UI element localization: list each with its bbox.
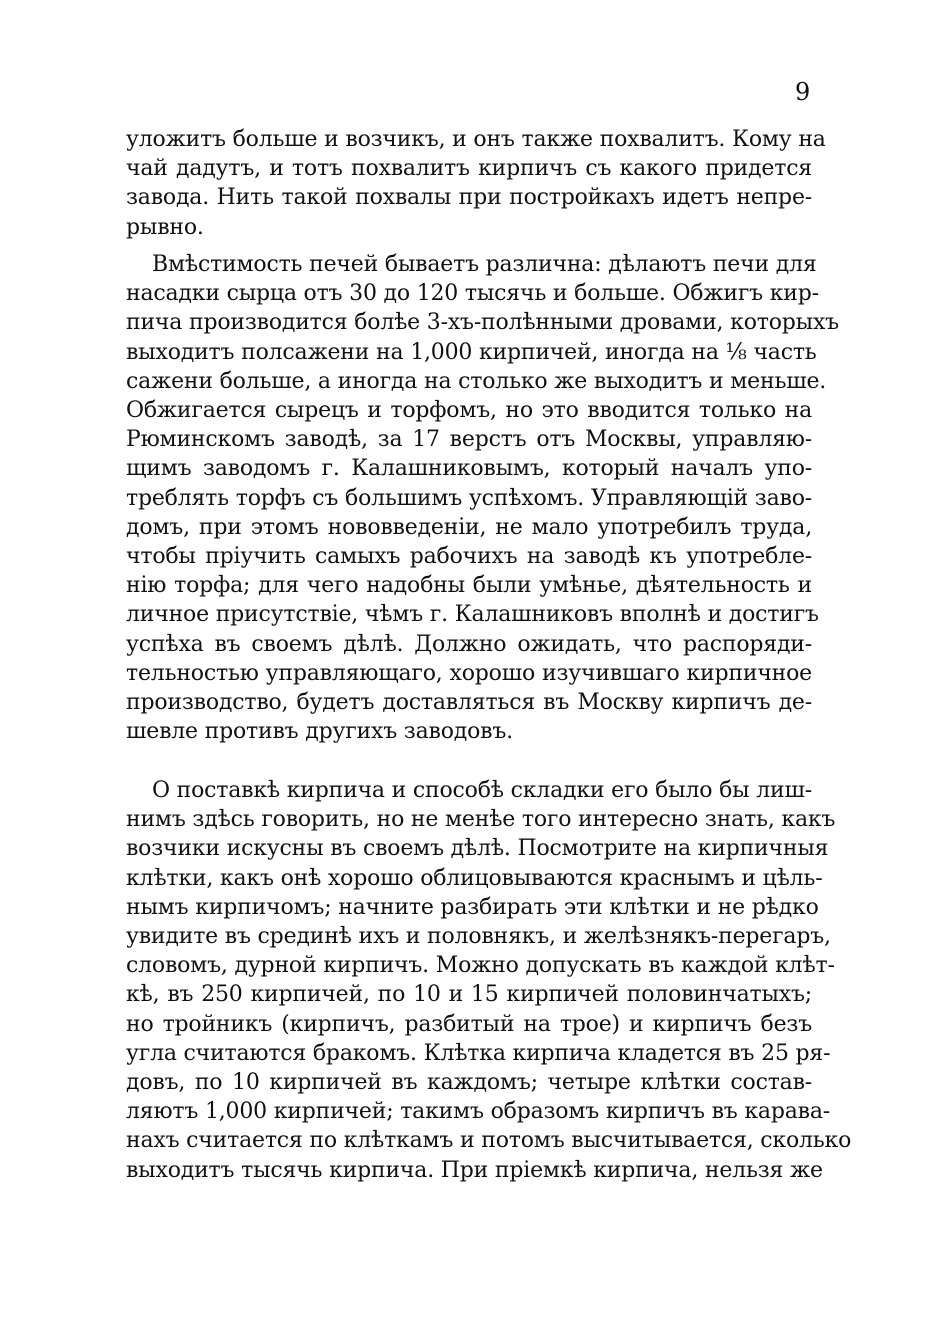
text-line: насадки сырца отъ 30 до 120 тысячь и больше. Обжигъ кир- [126, 281, 819, 307]
paragraph-3 [126, 776, 852, 1185]
text-line: нію торфа; для чего надобны были умѣнье, дѣятельность и [126, 573, 812, 599]
text-line: чтобы пріучить самыхъ рабочихъ на заводѣ къ употребле- [126, 544, 812, 570]
text-line: выходитъ тысячь кирпича. При пріемкѣ кирпича, нельзя же [126, 1157, 823, 1183]
text-line: рывно. [126, 214, 204, 240]
text-line: нымъ кирпичомъ; начните разбирать эти клѣтки и не рѣдко [126, 894, 819, 920]
text-line: нимъ здѣсь говорить, но не менѣе того интересно знать, какъ [126, 807, 836, 833]
text-line: О поставкѣ кирпича и способѣ складки его было бы лиш- [152, 778, 812, 803]
text-line: увидите въ срединѣ ихъ и половнякъ, и желѣзнякъ-перегаръ, [126, 924, 831, 950]
text-line: тельностью управляющаго, хорошо изучившаго кирпичное [126, 660, 812, 686]
text-line: завода. Нить такой похвалы при постройкахъ идетъ непре- [126, 185, 812, 211]
text-line: но тройникъ (кирпичъ, разбитый на трое) и кирпичъ безъ [126, 1011, 812, 1037]
text-line: кѣ, въ 250 кирпичей, по 10 и 15 кирпичей половинчатыхъ; [126, 982, 812, 1008]
text-line: нахъ считается по клѣткамъ и потомъ высчитывается, сколько [126, 1128, 852, 1154]
text-line: выходитъ полсажени на 1,000 кирпичей, иногда на ⅛ часть [126, 339, 817, 365]
text-line: угла считаются бракомъ. Клѣтка кирпича кладется въ 25 ря- [126, 1040, 831, 1066]
text-line: довъ, по 10 кирпичей въ каждомъ; четыре клѣтки состав- [126, 1070, 812, 1096]
text-line: личное присутствіе, чѣмъ г. Калашниковъ вполнѣ и достигъ [126, 602, 819, 628]
text-line: шевле противъ другихъ заводовъ. [126, 719, 513, 745]
text-line: сажени больше, а иногда на столько же выходитъ и меньше. [126, 368, 827, 394]
text-line: возчики искусны въ своемъ дѣлѣ. Посмотрите на кирпичныя [126, 836, 829, 862]
text-line: треблять торфъ съ большимъ успѣхомъ. Управляющій заво- [126, 485, 812, 511]
text-line: чай дадутъ, и тотъ похвалитъ кирпичъ съ какого придется [126, 156, 812, 182]
page-number: 9 [795, 78, 811, 106]
text-line: ляютъ 1,000 кирпичей; такимъ образомъ кирпичъ въ карава- [126, 1099, 830, 1125]
text-line: Обжигается сырецъ и торфомъ, но это вводится только на [126, 398, 812, 424]
paragraph-1 [126, 125, 826, 242]
text-line: уложитъ больше и возчикъ, и онъ также похвалитъ. Кому на [126, 127, 826, 152]
text-line: домъ, при этомъ нововведеніи, не мало употребилъ труда, [126, 514, 812, 540]
text-line: Рюминскомъ заводѣ, за 17 верстъ отъ Москвы, управляю- [126, 427, 812, 453]
text-line: клѣтки, какъ онѣ хорошо облицовываются краснымъ и цѣль- [126, 865, 823, 891]
text-line: успѣха въ своемъ дѣлѣ. Должно ожидать, что распоряди- [126, 631, 812, 657]
text-line: пича производится болѣе 3-хъ-полѣнными дровами, которыхъ [126, 310, 839, 336]
text-line: щимъ заводомъ г. Калашниковымъ, который началъ упо- [126, 456, 812, 482]
text-line: Вмѣстимость печей бываетъ различна: дѣлаютъ печи для [152, 252, 817, 277]
text-line: производство, будетъ доставляться въ Москву кирпичъ де- [126, 690, 812, 716]
text-line: словомъ, дурной кирпичъ. Можно допускать въ каждой клѣт- [126, 953, 835, 979]
paragraph-2 [126, 250, 839, 746]
